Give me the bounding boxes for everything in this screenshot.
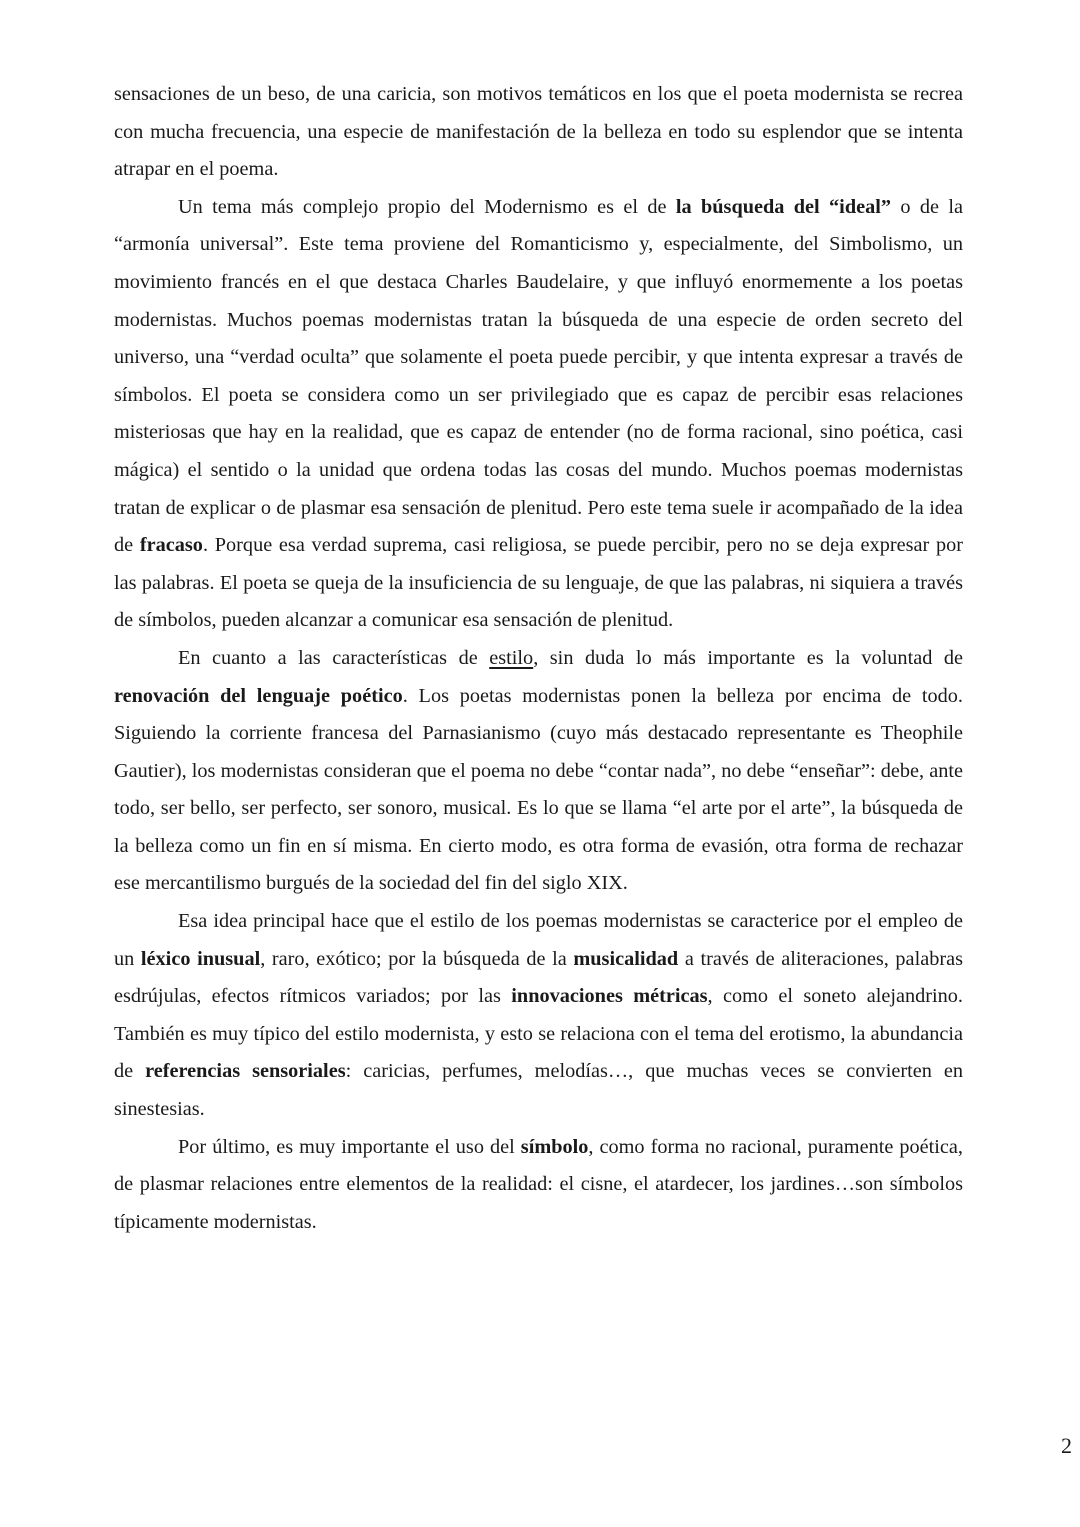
bold-term: innovaciones métricas [511,985,708,1008]
text-run: , como forma no racional, puramente poética, de plasmar relaciones entre elementos de la realidad: el cisne, el atardecer, los jardines…son símbolos típicamente modernistas. [114,1135,963,1233]
bold-term: símbolo [520,1135,589,1158]
text-run: : caricias, perfumes, melodías…, que muchas veces se convierten en sinestesias. [114,1060,963,1121]
paragraph-style-renovation [114,640,963,903]
paragraph-symbol [114,1129,963,1242]
text-run: , como el soneto alejandrino. También es muy típico del estilo modernista, y esto se relaciona con el tema del erotismo, la abundancia de [114,985,963,1083]
text-run: , raro, exótico; por la búsqueda de la [260,947,574,970]
bold-term: la búsqueda del “ideal” [675,195,892,218]
text-run: Esa idea principal hace que el estilo de los poemas modernistas se caracterice por el empleo de un [114,910,963,970]
text-run: Un tema más complejo propio del Modernismo es el de [178,195,676,218]
underlined-term: estilo [489,646,534,669]
text-run: En cuanto a las características de [178,646,490,669]
bold-term: renovación del lenguaje poético [114,684,403,707]
bold-term: referencias sensoriales [145,1060,346,1083]
text-run: Por último, es muy importante el uso del [178,1135,521,1158]
bold-term: musicalidad [573,947,679,970]
paragraph-style-features [114,903,963,1129]
bold-term: léxico inusual [140,947,261,970]
page-number: 2 [1061,1433,1072,1458]
text-run: . Porque esa verdad suprema, casi religiosa, se puede percibir, pero no se deja expresar por las palabras. El poeta se queja de la insuficiencia de su lenguaje, de que las palabras, ni siquiera a través de símbolos, pueden alcanzar a comunicar esa sensación de plenitud. [114,534,963,632]
text-run: a través de aliteraciones, palabras esdrújulas, efectos rítmicos variados; por las [114,947,963,1008]
paragraph-sensations [114,76,963,189]
paragraph-ideal-theme [114,189,963,640]
text-run: sensaciones de un beso, de una caricia, son motivos temáticos en los que el poeta modernista se recrea con mucha frecuencia, una especie de manifestación de la belleza en todo su esplendor que se intenta atrapar en el poema. [114,83,963,181]
text-run: . Los poetas modernistas ponen la belleza por encima de todo. Siguiendo la corriente francesa del Parnasianismo (cuyo más destacado representante es Theophile Gautier), los modernistas consideran que el poema no debe “contar nada”, no debe “enseñar”: debe, ante todo, ser bello, ser perfecto, ser sonoro, musical. Es lo que se llama “el arte por el arte”, la búsqueda de la belleza como un fin en sí misma. En cierto modo, es otra forma de evasión, otra forma de rechazar ese mercantilismo burgués de la sociedad del fin del siglo XIX. [114,684,963,895]
text-run: , sin duda lo más importante es la voluntad de [533,646,964,669]
bold-term: fracaso [139,534,203,557]
text-run: o de la “armonía universal”. Este tema proviene del Romanticismo y, especialmente, del Simbolismo, un movimiento francés en el que destaca Charles Baudelaire, y que influyó enormemente a los poetas modernistas. Muchos poemas modernistas tratan la búsqueda de una especie de orden secreto del universo, una “verdad oculta” que solamente el poeta puede percibir, y que intenta expresar a través de símbolos. El poeta se considera como un ser privilegiado que es capaz de percibir esas relaciones misteriosas que hay en la realidad, que es capaz de entender (no de forma racional, sino poética, casi mágica) el sentido o la unidad que ordena todas las cosas del mundo. Muchos poemas modernistas tratan de explicar o de plasmar esa sensación de plenitud. Pero este tema suele ir acompañado de la idea de [114,195,963,557]
document-body [114,76,963,1241]
